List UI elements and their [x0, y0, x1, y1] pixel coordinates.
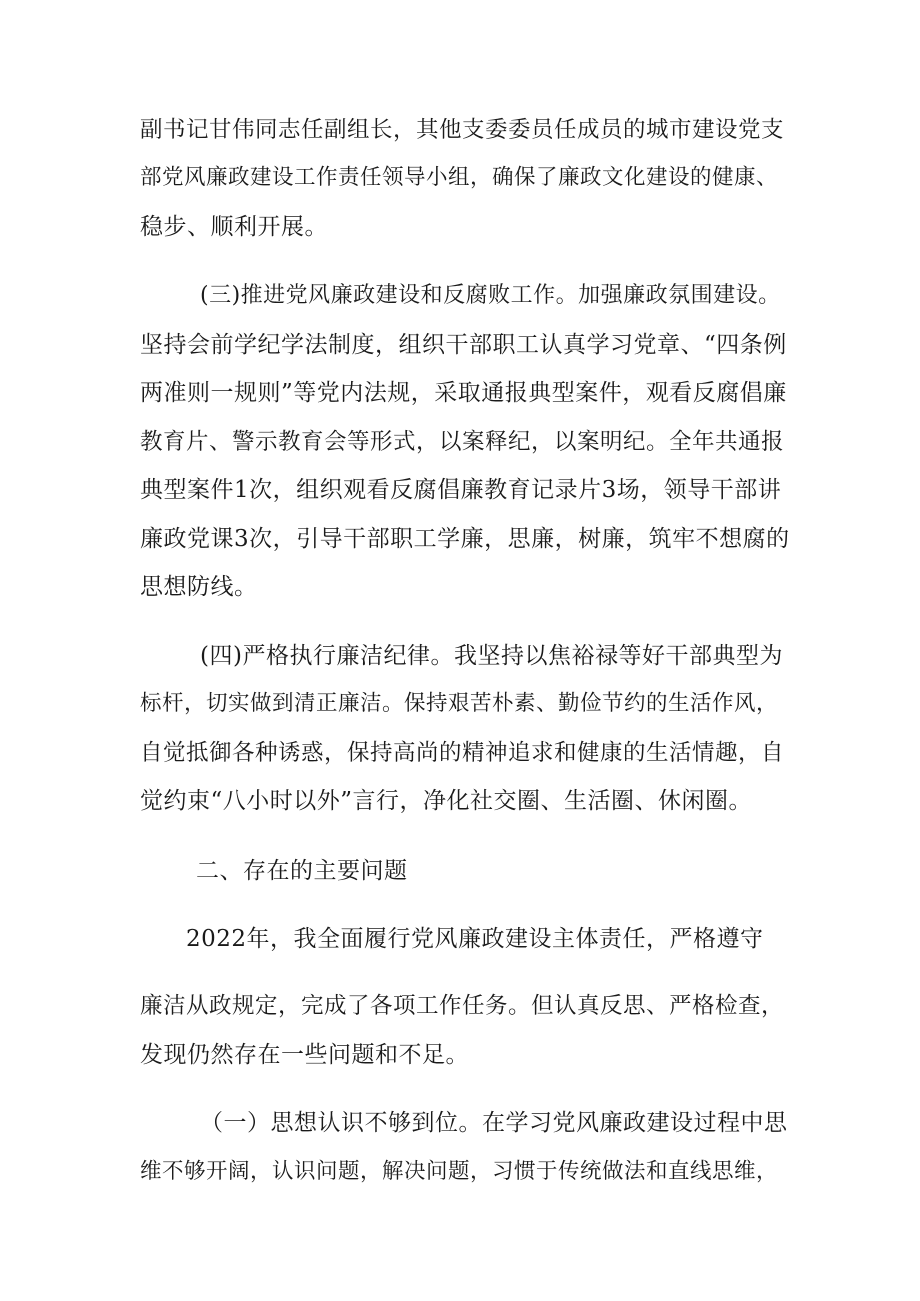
paragraph-line: 思想防线。 [140, 574, 258, 600]
paragraph-line: 廉洁从政规定，完成了各项工作任务。但认真反思、严格检查， [140, 993, 785, 1019]
paragraph-line: (三)推进党风廉政建设和反腐败工作。加强廉政氛围建设。 [200, 283, 781, 308]
paragraph-line: 教育片、警示教育会等形式，以案释纪，以案明纪。全年共通报 [140, 429, 785, 455]
paragraph-line: 副书记甘伟同志任副组长，其他支委委员任成员的城市建设党支 [140, 117, 785, 143]
paragraph-line: 标杆，切实做到清正廉洁。保持艰苦朴素、勤俭节约的生活作风， [140, 691, 779, 716]
paragraph-line: 部党风廉政建设工作责任领导小组，确保了廉政文化建设的健康、 [140, 165, 779, 190]
paragraph-line: 维不够开阔，认识问题，解决问题，习惯于传统做法和直线思维， [140, 1159, 779, 1184]
paragraph-line: 自觉抵御各种诱惑，保持高尚的精神追求和健康的生活情趣，自 [140, 740, 785, 766]
paragraph-line: 发现仍然存在一些问题和不足。 [140, 1042, 469, 1068]
section-heading: 二、存在的主要问题 [196, 858, 408, 884]
paragraph-line: 坚持会前学纪学法制度，组织干部职工认真学习党章、“四条例 [140, 332, 787, 358]
paragraph-line: （一）思想认识不够到位。在学习党风廉政建设过程中思 [200, 1110, 788, 1136]
paragraph-line: 觉约束“八小时以外”言行，净化社交圈、生活圈、休闲圈。 [140, 788, 753, 814]
paragraph-line: 典型案件1次，组织观看反腐倡廉教育记录片3场，领导干部讲 [140, 477, 782, 503]
paragraph-line: 稳步、顺利开展。 [140, 214, 328, 240]
paragraph-line: 两准则一规则”等党内法规，采取通报典型案件，观看反腐倡廉 [140, 380, 787, 406]
paragraph-line: (四)严格执行廉洁纪律。我坚持以焦裕禄等好干部典型为 [200, 643, 783, 669]
paragraph-line: 廉政党课3次，引导干部职工学廉，思廉，树廉，筑牢不想腐的 [140, 526, 790, 552]
paragraph-line: 2022年，我全面履行党风廉政建设主体责任，严格遵守 [186, 926, 764, 952]
